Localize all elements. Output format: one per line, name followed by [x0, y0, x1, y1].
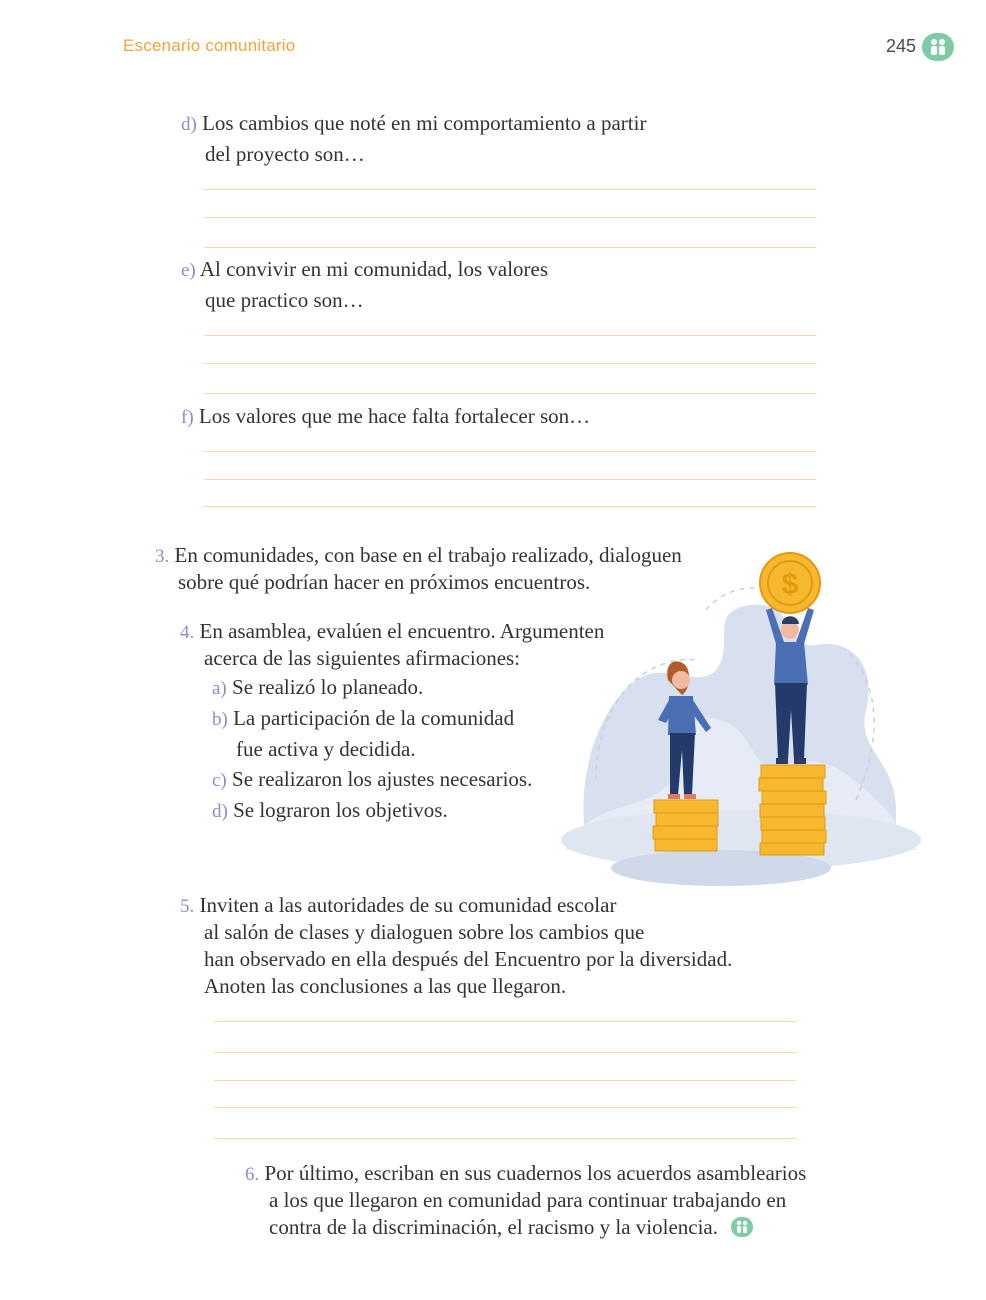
statement-a — [212, 672, 423, 704]
coin-symbol: $ — [781, 568, 799, 601]
answer-line[interactable] — [204, 247, 816, 248]
prompt-text: Los cambios que noté en mi comportamiento a partir — [202, 111, 647, 135]
activity-text: Inviten a las autoridades de su comunidad escolar — [199, 893, 617, 917]
activity-number: 3. — [155, 546, 170, 567]
answer-line[interactable] — [214, 1021, 796, 1022]
activity-text: Por último, escriban en sus cuadernos los acuerdos asamblearios — [264, 1161, 807, 1185]
statement-marker: c) — [212, 770, 227, 791]
statement-text: Se lograron los objetivos. — [233, 798, 448, 822]
page-number: 245 — [886, 36, 917, 56]
answer-line[interactable] — [204, 363, 816, 364]
statement-text: Se realizó lo planeado. — [232, 675, 424, 699]
activity-text: En comunidades, con base en el trabajo realizado, dialoguen — [174, 543, 682, 567]
community-icon — [731, 1217, 753, 1237]
prompt-d-line2: del proyecto son… — [205, 142, 365, 166]
activity-5-line: Anoten las conclusiones a las que llegaron. — [204, 974, 567, 998]
prompt-marker: e) — [181, 260, 196, 281]
answer-line[interactable] — [204, 393, 816, 394]
answer-line[interactable] — [214, 1138, 796, 1139]
statement-b-line2: fue activa y decidida. — [236, 737, 416, 761]
answer-line[interactable] — [214, 1080, 796, 1081]
answer-line[interactable] — [204, 335, 816, 336]
prompt-e-line2: que practico son… — [205, 288, 364, 312]
activity-5-line: han observado en ella después del Encuentro por la diversidad. — [204, 947, 733, 971]
answer-line[interactable] — [204, 189, 816, 190]
community-icon — [922, 33, 954, 61]
activity-3 — [155, 542, 682, 570]
prompt-text: Al convivir en mi comunidad, los valores — [199, 257, 549, 281]
answer-line[interactable] — [204, 506, 816, 507]
activity-number: 6. — [245, 1164, 260, 1185]
section-title: Escenario comunitario — [123, 36, 296, 55]
prompt-f — [181, 401, 590, 433]
statement-text: La participación de la comunidad — [233, 706, 515, 730]
activity-6-line: a los que llegaron en comunidad para continuar trabajando en — [269, 1188, 787, 1212]
answer-line[interactable] — [204, 451, 816, 452]
prompt-marker: f) — [181, 407, 194, 428]
prompt-marker: d) — [181, 114, 197, 135]
prompt-d — [181, 108, 646, 140]
activity-6-line-last — [269, 1214, 753, 1241]
answer-line[interactable] — [204, 479, 816, 480]
activity-3-line2: sobre qué podrían hacer en próximos encuentros. — [178, 570, 591, 594]
statement-marker: a) — [212, 678, 227, 699]
activity-text: En asamblea, evalúen el encuentro. Argumenten — [199, 619, 605, 643]
activity-5 — [180, 892, 616, 920]
prompt-e — [181, 254, 548, 286]
statement-b — [212, 703, 514, 735]
answer-line[interactable] — [214, 1107, 796, 1108]
activity-4 — [180, 618, 604, 646]
activity-6 — [245, 1160, 806, 1188]
statement-text: Se realizaron los ajustes necesarios. — [232, 767, 533, 791]
answer-line[interactable] — [214, 1052, 796, 1053]
coins-people-illustration — [556, 550, 922, 890]
prompt-text: Los valores que me hace falta fortalecer son… — [198, 404, 591, 428]
answer-line[interactable] — [204, 217, 816, 218]
activity-5-line: al salón de clases y dialoguen sobre los cambios que — [204, 920, 645, 944]
activity-4-line2: acerca de las siguientes afirmaciones: — [204, 646, 521, 670]
statement-d — [212, 795, 448, 827]
statement-marker: d) — [212, 801, 228, 822]
statement-marker: b) — [212, 709, 228, 730]
statement-c — [212, 764, 532, 796]
activity-text: contra de la discriminación, el racismo y la violencia. — [269, 1215, 718, 1239]
activity-number: 4. — [180, 622, 195, 643]
activity-number: 5. — [180, 896, 195, 917]
